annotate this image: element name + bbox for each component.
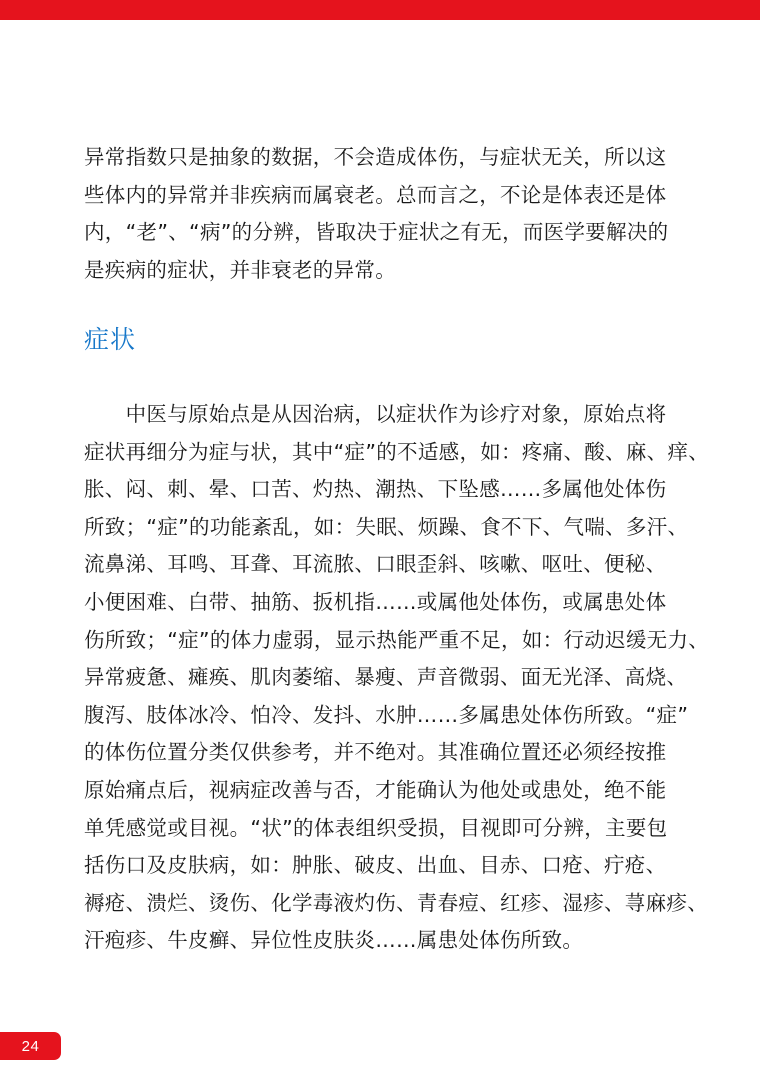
top-red-bar xyxy=(0,0,760,20)
paragraph-line: 括伤口及皮肤病，如：肿胀、破皮、出血、目赤、口疮、疔疮、 xyxy=(84,853,667,878)
intro-paragraph xyxy=(84,139,684,289)
paragraph-line: 流鼻涕、耳鸣、耳聋、耳流脓、口眼歪斜、咳嗽、呕吐、便秘、 xyxy=(84,552,667,577)
page-number: 24 xyxy=(21,1037,40,1055)
paragraph-line: 症状再细分为症与状，其中“症”的不适感，如：疼痛、酸、麻、痒、 xyxy=(84,439,710,464)
paragraph-line: 褥疮、溃烂、烫伤、化学毒液灼伤、青春痘、红疹、湿疹、荨麻疹、 xyxy=(84,890,708,915)
paragraph-line: 伤所致；“症”的体力虚弱，显示热能严重不足，如：行动迟缓无力、 xyxy=(84,627,710,652)
paragraph-line: 异常指数只是抽象的数据，不会造成体伤，与症状无关，所以这 xyxy=(84,145,667,169)
page-number-tab xyxy=(0,1032,61,1060)
paragraph-line: 胀、闷、刺、晕、口苦、灼热、潮热、下坠感……多属他处体伤 xyxy=(84,477,667,502)
paragraph-line: 单凭感觉或目视。“状”的体表组织受损，目视即可分辨，主要包 xyxy=(84,815,668,840)
section-heading: 症状 xyxy=(84,325,137,354)
paragraph-line: 汗疱疹、牛皮癣、异位性皮肤炎……属患处体伤所致。 xyxy=(84,928,584,953)
paragraph-line: 原始痛点后，视病症改善与否，才能确认为他处或患处，绝不能 xyxy=(84,777,667,802)
paragraph-line: 些体内的异常并非疾病而属衰老。总而言之，不论是体表还是体 xyxy=(84,182,667,207)
paragraph-line: 所致；“症”的功能紊乱，如：失眠、烦躁、食不下、气喘、多汗、 xyxy=(84,514,689,539)
paragraph-line: 是疾病的症状，并非衰老的异常。 xyxy=(84,257,396,282)
paragraph-line: 腹泻、肢体冰冷、怕冷、发抖、水肿……多属患处体伤所致。“症” xyxy=(84,702,689,727)
paragraph-line: 异常疲惫、瘫痪、肌肉萎缩、暴瘦、声音微弱、面无光泽、高烧、 xyxy=(84,665,688,690)
paragraph-line: 中医与原始点是从因治病，以症状作为诊疗对象，原始点将 xyxy=(84,402,667,426)
paragraph-line: 内，“老”、“病”的分辨，皆取决于症状之有无，而医学要解决的 xyxy=(84,220,669,245)
paragraph-line: 的体伤位置分类仅供参考，并不绝对。其准确位置还必须经按推 xyxy=(84,740,667,765)
paragraph-line: 小便困难、白带、抽筋、扳机指……或属他处体伤，或属患处体 xyxy=(84,589,667,614)
section-paragraph xyxy=(84,396,710,960)
